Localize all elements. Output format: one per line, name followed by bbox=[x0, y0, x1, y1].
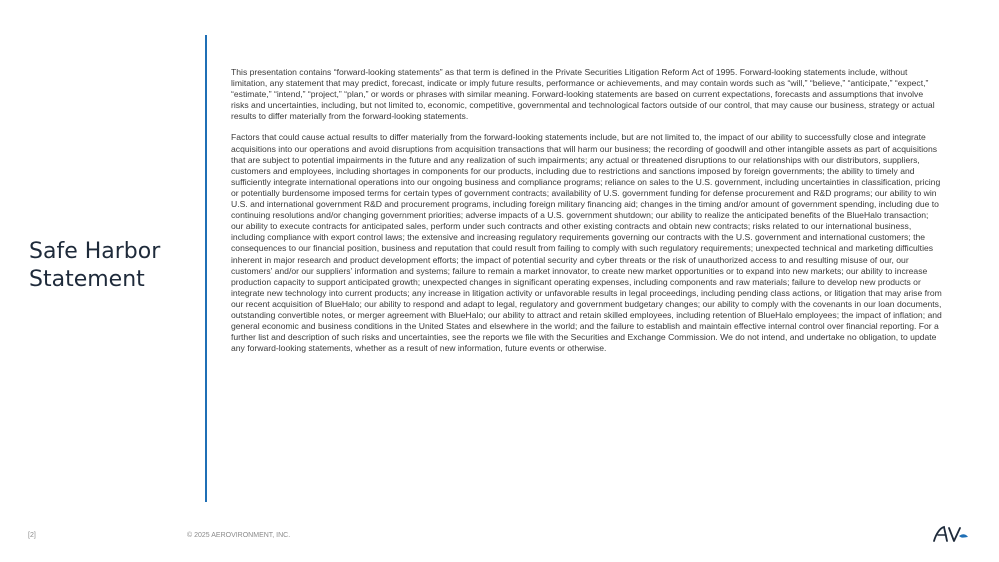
body-paragraph-1: This presentation contains “forward-looking statements” as that term is defined in the Private Securities Litigation Reform Act of 1995. Forward-looking statements include, without limitation, any statement that may predict, forecast, indicate or imply future results, performance or achievements, and may contain words such as “will,” “believe,” “anticipate,” “expect,” “estimate,” “intend,” “project,” “plan,” or words or phrases with similar meaning. Forward-looking statements are based on current expectations, forecasts and assumptions that involve risks and uncertainties, including, but not limited to, economic, competitive, governmental and technological factors outside of our control, that may cause our business, strategy or actual results to differ materially from the forward-looking statements. bbox=[231, 67, 935, 122]
page-number: [2] bbox=[28, 532, 36, 539]
body-paragraph-2: Factors that could cause actual results to differ materially from the forward-looking statements include, but are not limited to, the impact of our ability to successfully close and integrate acquisitions into our operations and avoid disruptions from acquisition transactions that will harm our business; the recording of goodwill and other intangible assets as part of acquisitions that are subject to potential impairments in the future and any realization of such impairments; any actual or threatened disruptions to our relationships with our distributors, suppliers, customers and employees, including shortages in components for our products, including due to restrictions and sanctions imposed by foreign governments; the ability to timely and sufficiently integrate international operations into our ongoing business and compliance programs; reliance on sales to the U.S. government, including uncertainties in classification, pricing or potentially burdensome imposed terms for certain types of government contracts; availability of U.S. government funding for defense procurement and R&D programs; our ability to win U.S. and international government R&D and procurement programs, including foreign military financing aid; changes in the timing and/or amount of government spending, including due to continuing resolutions and/or changing government priorities; adverse impacts of a U.S. government shutdown; our ability to realize the anticipated benefits of the BlueHalo transaction; our ability to execute contracts for anticipated sales, perform under such contracts and other existing contracts and obtain new contracts; risks related to our international business, including compliance with export control laws; the extensive and increasing regulatory requirements governing our contracts with the U.S. government and international customers; the consequences to our financial position, business and reputation that could result from failing to comply with such regulatory requirements; unexpected technical and marketing difficulties inherent in major research and product development efforts; the impact of potential security and cyber threats or the risk of unauthorized access to and resulting misuse of our, our customers’ and/or our suppliers’ information and systems; failure to remain a market innovator, to create new market opportunities or to expand into new markets; our ability to increase production capacity to support anticipated growth; unexpected changes in significant operating expenses, including components and raw materials; failure to develop new products or integrate new technology into current products; any increase in litigation activity or unfavorable results in legal proceedings, including pending class actions, or litigation that may arise from our recent acquisition of BlueHalo; our ability to respond and adapt to legal, regulatory and government budgetary changes; our ability to comply with the covenants in our loan documents, outstanding convertible notes, or merger agreement with BlueHalo; our ability to attract and retain skilled employees, including retention of BlueHalo employees; the impact of inflation; and general economic and business conditions in the United States and elsewhere in the world; and the failure to establish and maintain effective internal control over financial reporting. For a further list and description of such risks and uncertainties, see the reports we file with the Securities and Exchange Commission. We do not intend, and undertake no obligation, to update any forward-looking statements, whether as a result of new information, future events or otherwise. bbox=[231, 132, 942, 354]
av-logo-icon bbox=[932, 524, 970, 544]
slide-title: Safe Harbor Statement bbox=[29, 239, 161, 292]
copyright-text: © 2025 AEROVIRONMENT, INC. bbox=[187, 532, 291, 539]
safe-harbor-body bbox=[231, 67, 943, 364]
vertical-divider bbox=[205, 35, 207, 502]
